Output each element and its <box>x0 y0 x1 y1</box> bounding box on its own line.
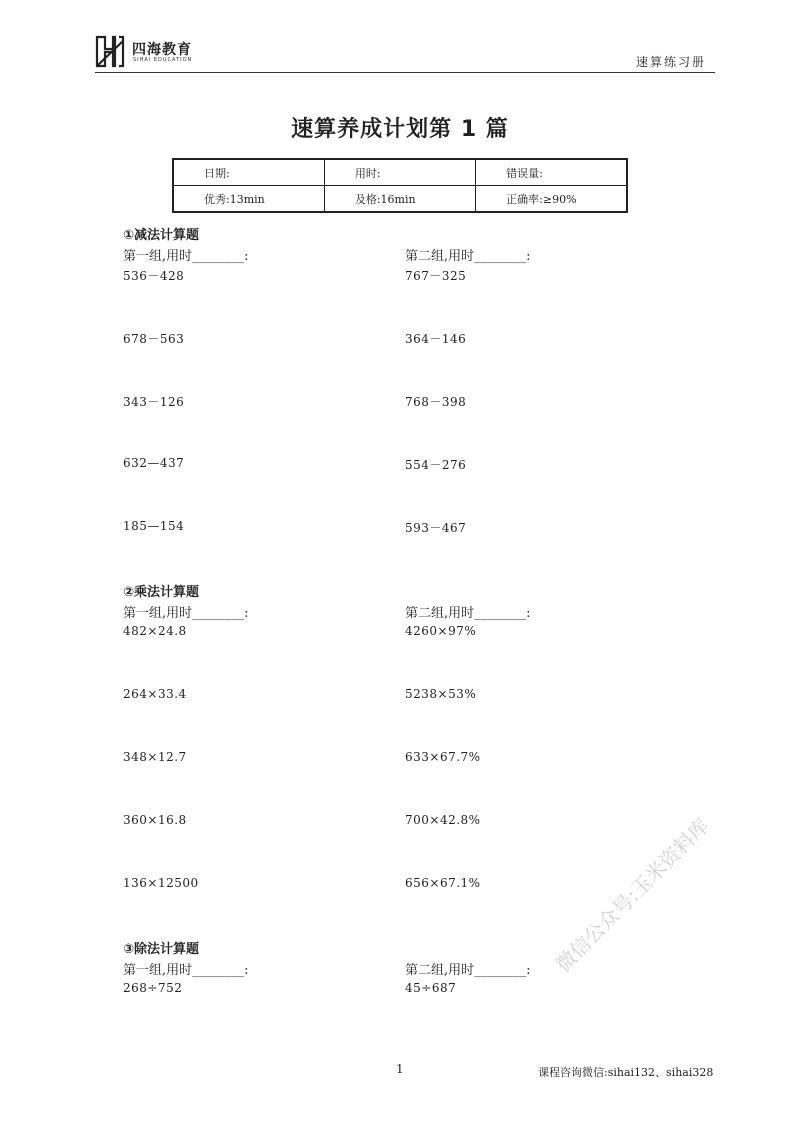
problem: 136×12500 <box>123 876 199 890</box>
error-count-cell: 错误量: <box>476 159 627 186</box>
time-used-cell: 用时: <box>324 159 475 186</box>
problem: 656×67.1% <box>405 876 481 890</box>
section-heading-division: ③除法计算题 <box>123 942 200 957</box>
problem: 268÷752 <box>123 981 183 995</box>
problem: 768－398 <box>405 395 467 409</box>
problem: 767－325 <box>405 269 467 283</box>
problem: 348×12.7 <box>123 750 187 764</box>
problem: 633×67.7% <box>405 750 481 764</box>
page-number: 1 <box>396 1062 404 1076</box>
problem: 45÷687 <box>405 981 457 995</box>
group2-label: 第二组,用时________: <box>405 606 531 621</box>
pass-cell: 及格:16min <box>324 186 475 213</box>
info-row <box>173 186 627 213</box>
date-cell: 日期: <box>173 159 324 186</box>
problem: 554－276 <box>405 458 467 472</box>
group2-label: 第二组,用时________: <box>405 249 531 264</box>
section-heading-multiplication: ②乘法计算题 <box>123 585 200 600</box>
contact-info: 课程咨询微信:sihai132、sihai328 <box>538 1066 714 1079</box>
problem: 360×16.8 <box>123 813 187 827</box>
problem: 700×42.8% <box>405 813 481 827</box>
problem: 678－563 <box>123 332 185 346</box>
problem: 264×33.4 <box>123 687 187 701</box>
group1-label: 第一组,用时________: <box>123 963 249 978</box>
problem: 536－428 <box>123 269 185 283</box>
problem: 482×24.8 <box>123 624 187 638</box>
logo-text-cn: 四海教育 <box>132 42 192 58</box>
group1-label: 第一组,用时________: <box>123 606 249 621</box>
problem: 4260×97% <box>405 624 477 638</box>
header-booklet-title: 速算练习册 <box>636 55 707 69</box>
problem: 593－467 <box>405 521 467 535</box>
section-heading-subtraction: ①减法计算题 <box>123 228 200 243</box>
excellent-cell: 优秀:13min <box>173 186 324 213</box>
logo-icon <box>95 35 125 68</box>
problem: 343－126 <box>123 395 185 409</box>
problem: 5238×53% <box>405 687 477 701</box>
page-title: 速算养成计划第 1 篇 <box>291 117 509 142</box>
info-table <box>172 158 628 213</box>
accuracy-cell: 正确率:≥90% <box>476 186 627 213</box>
header-divider <box>95 72 715 73</box>
problem: 364－146 <box>405 332 467 346</box>
group2-label: 第二组,用时________: <box>405 963 531 978</box>
problem: 185—154 <box>123 519 185 533</box>
logo-text-en: SIHAI EDUCATION <box>133 57 193 63</box>
watermark: 微信公众号:玉米资料库 <box>550 813 714 977</box>
group1-label: 第一组,用时________: <box>123 249 249 264</box>
info-row <box>173 159 627 186</box>
problem: 632—437 <box>123 456 185 470</box>
